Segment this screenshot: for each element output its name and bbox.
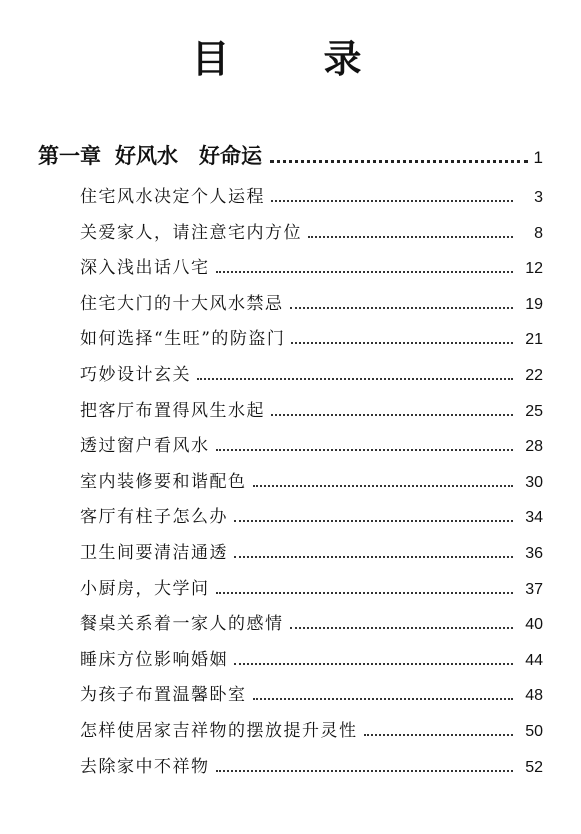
toc-entry[interactable] [80,678,543,714]
toc-entry-page: 12 [525,260,543,278]
page-title: 目 录 [191,37,390,81]
toc-entry-page: 50 [525,722,543,740]
chapter-number: 第一章 [38,144,101,168]
toc-entry[interactable] [80,322,543,358]
toc-entry[interactable] [80,180,543,216]
toc-entry-page: 21 [525,331,543,349]
toc-entry-page: 19 [525,295,543,313]
toc-entry-page: 3 [534,189,543,206]
toc-entry-title: 住宅风水决定个人运程 [80,187,265,207]
toc-entry-title: 住宅大门的十大风水禁忌 [80,293,284,314]
toc-entry-title: 透过窗户看风水 [80,436,210,457]
dot-leader [216,271,514,273]
toc-entry-page: 25 [525,402,543,420]
dot-leader [271,200,513,202]
toc-entry-title: 睡床方位影响婚姻 [80,649,228,670]
toc-entry-title: 巧妙设计玄关 [80,364,191,385]
toc-entry[interactable] [80,216,543,252]
chapter-name: 好风水 好命运 [115,144,262,168]
dot-leader [234,663,513,665]
toc-entry-title: 客厅有柱子怎么办 [80,507,228,528]
toc-entry-page: 37 [525,580,543,598]
dot-leader [290,307,514,309]
dot-leader [216,449,514,451]
toc-entry-title: 小厨房，大学问 [80,578,210,599]
toc-entry-page: 30 [525,473,543,491]
toc-entry[interactable] [80,643,543,679]
dot-leader [197,378,513,380]
toc-entry-page: 44 [525,651,543,669]
toc-entry[interactable] [80,394,543,430]
toc-entry[interactable] [80,536,543,572]
toc-entry-page: 48 [525,687,543,705]
dot-leader [270,160,528,163]
dot-leader [364,734,514,736]
toc-entry[interactable] [80,750,543,786]
toc-entry-title: 餐桌关系着一家人的感情 [80,614,284,635]
toc-entry[interactable] [80,607,543,643]
dot-leader [271,414,513,416]
dot-leader [234,520,513,522]
dot-leader [216,592,514,594]
toc-entry-title: 把客厅布置得风生水起 [80,400,265,421]
toc-entry-title: 怎样使居家吉祥物的摆放提升灵性 [80,720,358,741]
toc-entry-title: 去除家中不祥物 [80,756,210,777]
toc-entry-page: 22 [525,366,543,384]
dot-leader [308,236,513,238]
toc-entry[interactable] [80,287,543,323]
toc-entry-list [80,180,543,785]
toc-entry[interactable] [80,358,543,394]
toc-entry-title: 如何选择“生旺”的防盗门 [80,329,286,350]
toc-entry[interactable] [80,429,543,465]
toc-entry-title: 深入浅出话八宅 [80,258,210,279]
toc-entry[interactable] [80,251,543,287]
toc-entry-title: 室内装修要和谐配色 [80,471,247,492]
toc-entry-page: 52 [525,758,543,776]
toc-entry-title: 为孩子布置温馨卧室 [80,685,247,706]
chapter-page-number: 1 [533,148,543,167]
dot-leader [291,342,513,344]
toc-entry-page: 34 [525,509,543,527]
toc-entry[interactable] [80,572,543,608]
toc-entry[interactable] [80,465,543,501]
toc-entry-page: 36 [525,544,543,562]
dot-leader [290,627,514,629]
dot-leader [253,485,514,487]
dot-leader [234,556,513,558]
dot-leader [216,770,514,772]
toc-entry-title: 卫生间要清洁通透 [80,542,228,563]
toc-entry-page: 40 [525,616,543,634]
toc-entry[interactable] [80,714,543,750]
toc-entry[interactable] [80,500,543,536]
chapter-heading[interactable] [38,140,543,170]
toc-entry-title: 关爱家人，请注意宅内方位 [80,222,302,243]
toc-entry-page: 28 [525,438,543,456]
dot-leader [253,698,514,700]
toc-entry-page: 8 [534,224,543,242]
